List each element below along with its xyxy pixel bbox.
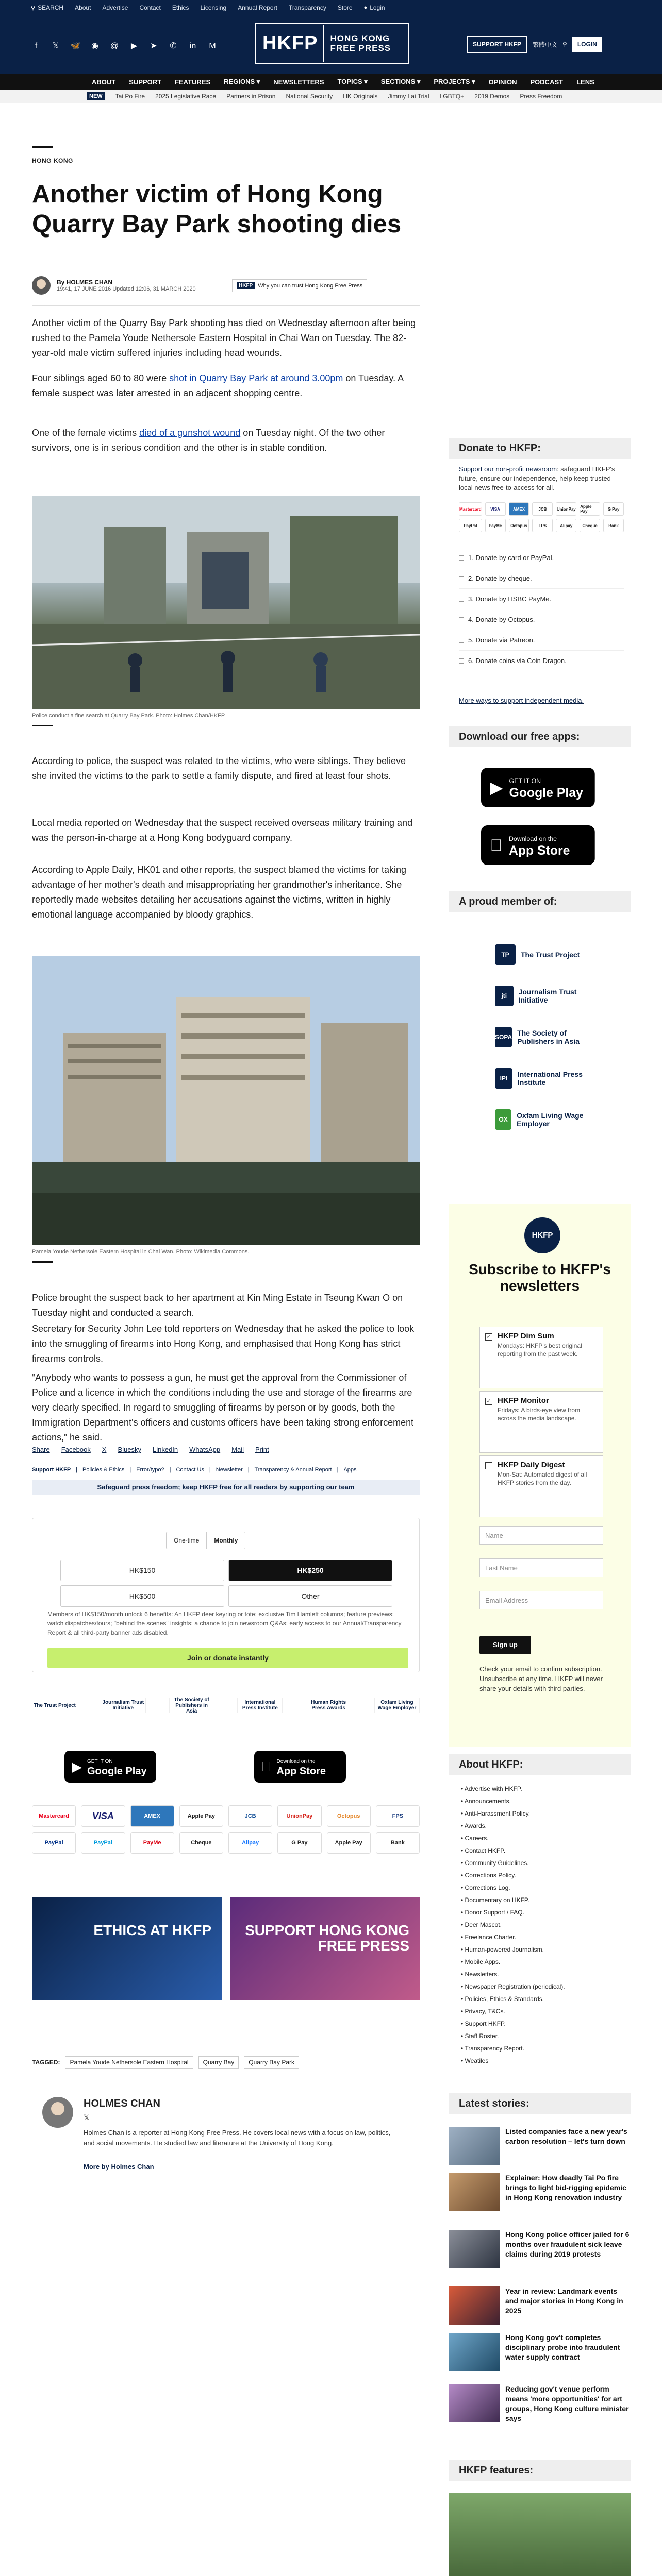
support-cta-strip[interactable]: Safeguard press freedom; keep HKFP free for all readers by supporting our team	[32, 1480, 420, 1495]
sidebar-payment-methods	[459, 502, 624, 532]
donate-methods-list	[459, 548, 624, 671]
telegram-icon[interactable]: ➤	[150, 42, 157, 50]
checkbox-checked[interactable]: ✓	[485, 1333, 492, 1341]
paragraph: Four siblings aged 60 to 80 were shot in Quarry Bay Park at around 3.00pm on Tuesday. A female suspect was later arrested in an adjacent shopping centre.	[32, 373, 404, 398]
ethics-promo-banner[interactable]: ETHICS AT HKFP	[32, 1897, 222, 2000]
cheque-icon: Cheque	[580, 519, 600, 532]
topbar-ethics[interactable]: Ethics	[172, 4, 189, 11]
latest-story[interactable]: Explainer: How deadly Tai Po fire brings to light bid-rigging epidemic in Hong Kong renovation industry	[449, 2173, 631, 2211]
partner-logos	[32, 1698, 420, 1713]
about-link[interactable]: • Weatiles	[461, 2055, 626, 2067]
membership-logos	[495, 934, 598, 1140]
donate-method[interactable]: 5. Donate via Patreon.	[459, 630, 624, 651]
topbar-store[interactable]: Store	[337, 4, 353, 11]
language-switch[interactable]: 繁體中文	[533, 41, 558, 48]
tagged-label: TAGGED:	[32, 2059, 60, 2066]
sopa-logo[interactable]: The Society of Publishers in Asia	[169, 1698, 214, 1713]
sidebar-proud-heading: A proud member of:	[449, 891, 631, 912]
tag[interactable]: Pamela Youde Nethersole Eastern Hospital	[65, 2056, 193, 2069]
nav-opinion[interactable]: OPINION	[488, 78, 517, 86]
publish-dates: 19:41, 17 JUNE 2016 Updated 12:06, 31 MARCH 2020	[57, 286, 196, 292]
search-icon: ⚲	[31, 5, 36, 11]
nav-features[interactable]: FEATURES	[175, 78, 211, 86]
sidebar-features-heading: HKFP features:	[449, 2460, 631, 2481]
article-title: Another victim of Hong Kong Quarry Bay Park shooting dies	[32, 180, 402, 238]
footer-link[interactable]: Error/typo?	[136, 1467, 164, 1473]
byline-meta	[57, 279, 196, 292]
article-footer-links: Support HKFP | Policies & Ethics | Error/typo? | Contact Us | Newsletter | Transparency & Annual Report | Apps	[32, 1467, 357, 1473]
new-badge: NEW	[87, 92, 105, 100]
amount-option-selected[interactable]: HK$250	[228, 1560, 392, 1581]
footer-link[interactable]: Contact Us	[176, 1467, 204, 1473]
newsletter-option-monitor[interactable]: ✓ HKFP Monitor Fridays: A birds-eye view from across the media landscape.	[479, 1391, 603, 1453]
nav-sections[interactable]: SECTIONS ▾	[380, 78, 421, 86]
sidebar-latest-heading: Latest stories:	[449, 2093, 631, 2114]
search-icon[interactable]: ⚲	[562, 41, 567, 48]
nav-podcast[interactable]: PODCAST	[530, 78, 564, 86]
more-by-author-link[interactable]: More by Holmes Chan	[84, 2163, 154, 2171]
paragraph: “Anybody who wants to possess a gun, he must get the approval from the Commissioner of Police and a licence in which the conditions including the use and storage of the firearms are very clearly specified. In regard to smuggling of firearms by person or by goods, both the Immigration Department's officers and customs officers have been taking strong enforcement actions,” he said.	[32, 1372, 414, 1443]
trending-item[interactable]: Partners in Prison	[226, 93, 276, 100]
share-x[interactable]: X	[102, 1446, 107, 1453]
paypal-icon[interactable]: PayPal	[32, 1832, 76, 1854]
x-icon[interactable]: 𝕏	[84, 2113, 90, 2122]
logo-name: HONG KONG FREE PRESS	[330, 33, 391, 53]
support-promo-banner[interactable]: SUPPORT HONG KONG FREE PRESS	[230, 1897, 420, 2000]
cheque-icon[interactable]: Cheque	[179, 1832, 223, 1854]
inline-link[interactable]: shot in Quarry Bay Park at around 3.00pm	[169, 373, 343, 383]
about-link[interactable]: • Support HKFP.	[461, 2018, 626, 2030]
about-link[interactable]: • Donor Support / FAQ.	[461, 1906, 626, 1919]
jcb-icon[interactable]: JCB	[228, 1805, 272, 1827]
more-ways-link[interactable]: More ways to support independent media.	[459, 697, 584, 704]
nav-about[interactable]: ABOUT	[92, 78, 116, 86]
google-play-button[interactable]: ▶ GET IT ON Google Play	[481, 768, 595, 807]
about-link[interactable]: • Announcements.	[461, 1795, 626, 1807]
newsletter-option-dim-sum[interactable]: ✓ HKFP Dim Sum Mondays: HKFP's best original reporting from the past week.	[479, 1327, 603, 1388]
about-link[interactable]: • Advertise with HKFP.	[461, 1783, 626, 1795]
paragraph: Secretary for Security John Lee told reporters on Wednesday that he asked the police to look into the smuggling of firearms into Hong Kong, and emphasised that Hong Kong has strict firearms controls.	[32, 1324, 415, 1364]
story-thumbnail	[449, 2333, 500, 2371]
paragraph: According to Apple Daily, HK01 and other reports, the suspect blamed the victims for taking advantage of her mother's death and misappropriating her grandmother's inheritance. She reportedly made websites detailing her accusations against the victims, written in highly emotional language accompanied by bloody graphics.	[32, 865, 407, 920]
ipi-logo[interactable]: International Press Institute	[237, 1698, 283, 1713]
about-link[interactable]: • Anti-Harassment Policy.	[461, 1807, 626, 1820]
checkbox-unchecked[interactable]	[485, 1462, 492, 1469]
footer-link[interactable]: Newsletter	[216, 1467, 243, 1473]
trust-badge[interactable]: HKFP Why you can trust Hong Kong Free Press	[232, 279, 367, 292]
unionpay-icon: UnionPay	[556, 502, 576, 516]
newsletter-note: Check your email to confirm subscription. Unsubscribe at any time. HKFP will never share your details with third parties.	[479, 1665, 603, 1692]
donate-method[interactable]: 1. Donate by card or PayPal.	[459, 548, 624, 568]
divider	[32, 1261, 53, 1263]
paypal-icon: PayPal	[459, 519, 482, 532]
story-thumbnail	[449, 2230, 500, 2268]
topbar-advertise[interactable]: Advertise	[102, 4, 128, 11]
feature-image	[449, 2493, 631, 2576]
jti-logo[interactable]: jti Journalism Trust Initiative	[495, 975, 598, 1016]
tag-list	[32, 2056, 299, 2069]
about-link[interactable]: • Careers.	[461, 1832, 626, 1844]
share-whatsapp[interactable]: WhatsApp	[189, 1446, 221, 1453]
unionpay-icon[interactable]: UnionPay	[277, 1805, 321, 1827]
article-category[interactable]: HONG KONG	[32, 157, 73, 164]
about-link[interactable]: • Mobile Apps.	[461, 1956, 626, 1968]
topbar-contact[interactable]: Contact	[139, 4, 161, 11]
divider	[32, 725, 53, 726]
nav-newsletters[interactable]: NEWSLETTERS	[273, 78, 324, 86]
join-donate-button[interactable]: Join or donate instantly	[47, 1648, 408, 1668]
about-link[interactable]: • Awards.	[461, 1820, 626, 1832]
topbar-annual-report[interactable]: Annual Report	[238, 4, 277, 11]
paragraph: Another victim of the Quarry Bay Park shooting has died on Wednesday afternoon after being rushed to the Pamela Youde Nethersole Eastern Hospital in Chai Wan on Tuesday. The 82-year-old male victim suffered injuries including head wounds.	[32, 318, 416, 358]
story-thumbnail	[449, 2127, 500, 2165]
author-avatar-small[interactable]	[32, 276, 51, 295]
amex-icon: AMEX	[509, 502, 529, 516]
whatsapp-icon[interactable]: ✆	[170, 42, 177, 50]
header-actions	[467, 36, 602, 53]
trending-item[interactable]: 2019 Demos	[474, 93, 510, 100]
share-bluesky[interactable]: Bluesky	[118, 1446, 141, 1453]
latest-story[interactable]: Hong Kong police officer jailed for 6 months over fraudulent sick leave claims during 2019 protests	[449, 2230, 631, 2268]
members-benefits-note: Members of HK$150/month unlock 6 benefits: An HKFP deer keyring or tote; exclusive Tim Hamlett columns; feature previews; watch dispatches/tours; "behind the scenes" insights; a chance to join newsroom Q&As; early access to our Annual/Transparency Report & all third-party banner ads disabled.	[47, 1611, 402, 1636]
paypal-icon[interactable]: PayPal	[81, 1832, 125, 1854]
author-link[interactable]: By HOLMES CHAN	[57, 279, 113, 286]
mastercard-icon: Mastercard	[459, 502, 482, 516]
share-bar	[32, 1446, 269, 1453]
main-nav	[0, 74, 662, 90]
share-mail[interactable]: Mail	[231, 1446, 244, 1453]
trust-project-logo[interactable]: The Trust Project	[32, 1698, 77, 1713]
about-link[interactable]: • Deer Mascot.	[461, 1919, 626, 1931]
latest-story[interactable]: Reducing gov't venue perform means 'more opportunities' for art groups, Hong Kong culture minister says	[449, 2384, 631, 2424]
share-linkedin[interactable]: LinkedIn	[153, 1446, 178, 1453]
app-store-button[interactable]: Download on the App Store	[254, 1751, 346, 1783]
payme-icon: PayMe	[485, 519, 506, 532]
nav-support[interactable]: SUPPORT	[129, 78, 162, 86]
about-link[interactable]: • Corrections Log.	[461, 1882, 626, 1894]
trending-item[interactable]: Press Freedom	[520, 93, 562, 100]
apple-pay-icon[interactable]: Apple Pay	[327, 1832, 371, 1854]
paragraph: According to police, the suspect was related to the victims, who were siblings. They believe she invited the victims to the park to settle a family dispute, and fired at least four shots.	[32, 756, 406, 781]
youtube-icon[interactable]: ▶	[130, 42, 138, 50]
mastercard-icon[interactable]: Mastercard	[32, 1805, 76, 1827]
topbar-login[interactable]: ● Login	[363, 4, 385, 11]
tag[interactable]: Quarry Bay	[198, 2056, 239, 2069]
about-link[interactable]: • Freelance Charter.	[461, 1931, 626, 1943]
trending-item[interactable]: Tai Po Fire	[115, 93, 145, 100]
topbar-search[interactable]: ⚲ SEARCH	[31, 4, 64, 11]
name-field[interactable]: Name	[479, 1526, 603, 1545]
paragraph: One of the female victims died of a gunshot wound on Tuesday night. Of the two other survivors, one is in serious condition and the other is in stable condition.	[32, 428, 385, 453]
byline	[32, 276, 196, 295]
nav-lens[interactable]: LENS	[576, 78, 594, 86]
frequency-toggle	[166, 1532, 245, 1549]
donate-method[interactable]: 2. Donate by cheque.	[459, 568, 624, 589]
about-link[interactable]: • Newsletters.	[461, 1968, 626, 1980]
about-link[interactable]: • Corrections Policy.	[461, 1869, 626, 1882]
about-link[interactable]: • Community Guidelines.	[461, 1857, 626, 1869]
hkfp-mini-logo: HKFP	[237, 282, 255, 289]
latest-story[interactable]: Listed companies face a new year's carbon resolution – let's turn down	[449, 2127, 631, 2165]
apple-icon	[490, 835, 502, 855]
story-thumbnail	[449, 2173, 500, 2211]
category-accent-bar	[32, 146, 53, 148]
fps-icon: FPS	[532, 519, 553, 532]
social-links	[31, 41, 218, 52]
article-photo-hospital[interactable]	[32, 956, 420, 1245]
visa-icon[interactable]: VISA	[81, 1805, 125, 1827]
alipay-icon: Alipay	[556, 519, 576, 532]
about-link[interactable]: • Privacy, T&Cs.	[461, 2005, 626, 2018]
footer-link[interactable]: Transparency & Annual Report	[254, 1467, 332, 1473]
google-pay-icon: G Pay	[603, 502, 624, 516]
freq-monthly[interactable]: Monthly	[206, 1532, 245, 1549]
google-play-icon: ▶	[72, 1758, 82, 1774]
author-bio: Holmes Chan is a reporter at Hong Kong Free Press. He covers local news with a focus on law, politics, and social movements. He studied law and literature at the University of Hong Kong.	[84, 2129, 391, 2147]
article-photo-quarry-bay-park[interactable]	[32, 496, 420, 709]
newsletter-option-daily-digest[interactable]: HKFP Daily Digest Mon-Sat: Automated digest of all HKFP stories from the day.	[479, 1455, 603, 1517]
apple-pay-icon: Apple Pay	[580, 502, 600, 516]
login-button[interactable]: LOGIN	[572, 37, 602, 52]
hrpa-logo[interactable]: Human Rights Press Awards	[306, 1698, 351, 1713]
freq-one-time[interactable]: One-time	[174, 1537, 200, 1544]
photo-illustration	[32, 956, 420, 1245]
signup-button[interactable]: Sign up	[479, 1636, 531, 1654]
google-play-button[interactable]: ▶ GET IT ON Google Play	[64, 1751, 156, 1783]
amount-option[interactable]: HK$500	[60, 1585, 224, 1607]
about-link[interactable]: • Staff Roster.	[461, 2030, 626, 2042]
donate-method[interactable]: 6. Donate coins via Coin Dragon.	[459, 651, 624, 671]
site-logo[interactable]: HKFP HONG KONG FREE PRESS	[255, 23, 409, 64]
email-field[interactable]: Email Address	[479, 1591, 603, 1609]
top-utility-bar	[0, 0, 662, 15]
checkbox-checked[interactable]: ✓	[485, 1398, 492, 1405]
support-newsroom-link[interactable]: Support our non-profit newsroom	[459, 465, 557, 473]
amount-option[interactable]: HK$150	[60, 1560, 224, 1581]
paragraph: Local media reported on Wednesday that the suspect received overseas military training and was the person-in-charge at a Hong Kong bodyguard company.	[32, 818, 413, 843]
apple-pay-icon[interactable]: Apple Pay	[179, 1805, 223, 1827]
story-thumbnail	[449, 2286, 500, 2325]
trust-project-logo[interactable]: TP The Trust Project	[495, 934, 598, 975]
tag[interactable]: Quarry Bay Park	[244, 2056, 299, 2069]
sopa-logo[interactable]: SOPA The Society of Publishers in Asia	[495, 1016, 598, 1058]
newsletter-title: Subscribe to HKFP's newsletters	[469, 1261, 611, 1294]
share-facebook[interactable]: Facebook	[61, 1446, 91, 1453]
apple-icon	[261, 1759, 272, 1775]
amex-icon[interactable]: AMEX	[130, 1805, 174, 1827]
feature-story[interactable]	[449, 2493, 631, 2576]
sidebar-donate-heading: Donate to HKFP:	[449, 438, 631, 459]
share-print[interactable]: Print	[255, 1446, 269, 1453]
about-links	[461, 1783, 626, 2067]
bank-icon[interactable]: Bank	[376, 1832, 420, 1854]
topbar-transparency[interactable]: Transparency	[288, 4, 326, 11]
nav-projects[interactable]: PROJECTS ▾	[434, 78, 475, 86]
about-link[interactable]: • Newspaper Registration (periodical).	[461, 1980, 626, 1993]
facebook-icon[interactable]: f	[35, 42, 38, 50]
topbar-licensing[interactable]: Licensing	[200, 4, 227, 11]
amount-option-other[interactable]: Other	[228, 1585, 392, 1607]
about-link[interactable]: • Documentary on HKFP.	[461, 1894, 626, 1906]
sidebar-apps-heading: Download our free apps:	[449, 726, 631, 747]
about-link[interactable]: • Transparency Report.	[461, 2042, 626, 2055]
photo-caption: Police conduct a fine search at Quarry Bay Park. Photo: Holmes Chan/HKFP	[32, 713, 225, 719]
oxfam-logo[interactable]: Oxfam Living Wage Employer	[374, 1698, 420, 1713]
latest-story[interactable]: Year in review: Landmark events and major stories in Hong Kong in 2025	[449, 2286, 631, 2325]
about-link[interactable]: • Contact HKFP.	[461, 1844, 626, 1857]
sidebar-about-heading: About HKFP:	[449, 1754, 631, 1775]
support-hkfp-button[interactable]: SUPPORT HKFP	[467, 36, 527, 53]
trending-item[interactable]: LGBTQ+	[439, 93, 465, 100]
footer-link[interactable]: Apps	[343, 1467, 357, 1473]
trending-nav	[0, 90, 662, 103]
about-link[interactable]: • Policies, Ethics & Standards.	[461, 1993, 626, 2005]
nav-regions[interactable]: REGIONS ▾	[224, 78, 260, 86]
hkfp-round-logo: HKFP	[524, 1217, 560, 1253]
sidebar-donate-text: Support our non-profit newsroom: safeguard HKFP's future, ensure our independence, help keep trusted local news free-to-access for all.	[459, 465, 615, 492]
photo-illustration	[32, 496, 420, 709]
topbar-about[interactable]: About	[75, 4, 91, 11]
divider	[32, 305, 420, 306]
paragraph: Police brought the suspect back to her apartment at Kin Ming Estate in Tseung Kwan O on Tuesday night and conducted a search.	[32, 1293, 403, 1318]
author-name[interactable]: HOLMES CHAN	[84, 2098, 160, 2109]
trending-item[interactable]: Jimmy Lai Trial	[388, 93, 429, 100]
donate-method[interactable]: 3. Donate by HSBC PayMe.	[459, 589, 624, 609]
app-store-button[interactable]: Download on the App Store	[481, 825, 595, 865]
octopus-icon: Octopus	[509, 519, 529, 532]
nav-topics[interactable]: TOPICS ▾	[337, 78, 368, 86]
photo-caption: Pamela Youde Nethersole Eastern Hospital in Chai Wan. Photo: Wikimedia Commons.	[32, 1249, 250, 1255]
author-avatar[interactable]	[42, 2097, 73, 2128]
amount-options	[60, 1560, 392, 1607]
trending-item[interactable]: 2025 Legislative Race	[155, 93, 217, 100]
instagram-icon[interactable]: ◉	[91, 42, 98, 50]
about-link[interactable]: • Human-powered Journalism.	[461, 1943, 626, 1956]
payment-methods	[32, 1805, 420, 1854]
fps-icon[interactable]: FPS	[376, 1805, 420, 1827]
trending-item[interactable]: National Security	[286, 93, 333, 100]
bluesky-icon[interactable]: 🦋	[70, 42, 80, 50]
footer-link[interactable]: Policies & Ethics	[82, 1467, 125, 1473]
trending-item[interactable]: HK Originals	[343, 93, 378, 100]
jcb-icon: JCB	[532, 502, 553, 516]
inline-link[interactable]: died of a gunshot wound	[139, 428, 241, 438]
x-icon[interactable]: 𝕏	[52, 42, 59, 50]
mastodon-icon[interactable]: M	[209, 42, 216, 50]
google-play-icon: ▶	[490, 777, 503, 797]
octopus-icon[interactable]: Octopus	[327, 1805, 371, 1827]
threads-icon[interactable]: @	[110, 42, 119, 50]
footer-link[interactable]: Support HKFP	[32, 1467, 71, 1473]
alipay-icon[interactable]: Alipay	[228, 1832, 272, 1854]
jti-logo[interactable]: Journalism Trust Initiative	[101, 1698, 146, 1713]
latest-story[interactable]: Hong Kong gov't completes disciplinary probe into fraudulent water supply contract	[449, 2333, 631, 2371]
story-thumbnail	[449, 2384, 500, 2422]
last-name-field[interactable]: Last Name	[479, 1558, 603, 1577]
share-label[interactable]: Share	[32, 1446, 50, 1453]
oxfam-logo[interactable]: OX Oxfam Living Wage Employer	[495, 1099, 598, 1140]
bank-icon: Bank	[603, 519, 624, 532]
donate-method[interactable]: 4. Donate by Octopus.	[459, 609, 624, 630]
ipi-logo[interactable]: IPI International Press Institute	[495, 1058, 598, 1099]
google-pay-icon[interactable]: G Pay	[277, 1832, 321, 1854]
linkedin-icon[interactable]: in	[189, 42, 196, 50]
visa-icon: VISA	[485, 502, 506, 516]
payme-icon[interactable]: PayMe	[130, 1832, 174, 1854]
user-icon: ●	[363, 5, 368, 11]
